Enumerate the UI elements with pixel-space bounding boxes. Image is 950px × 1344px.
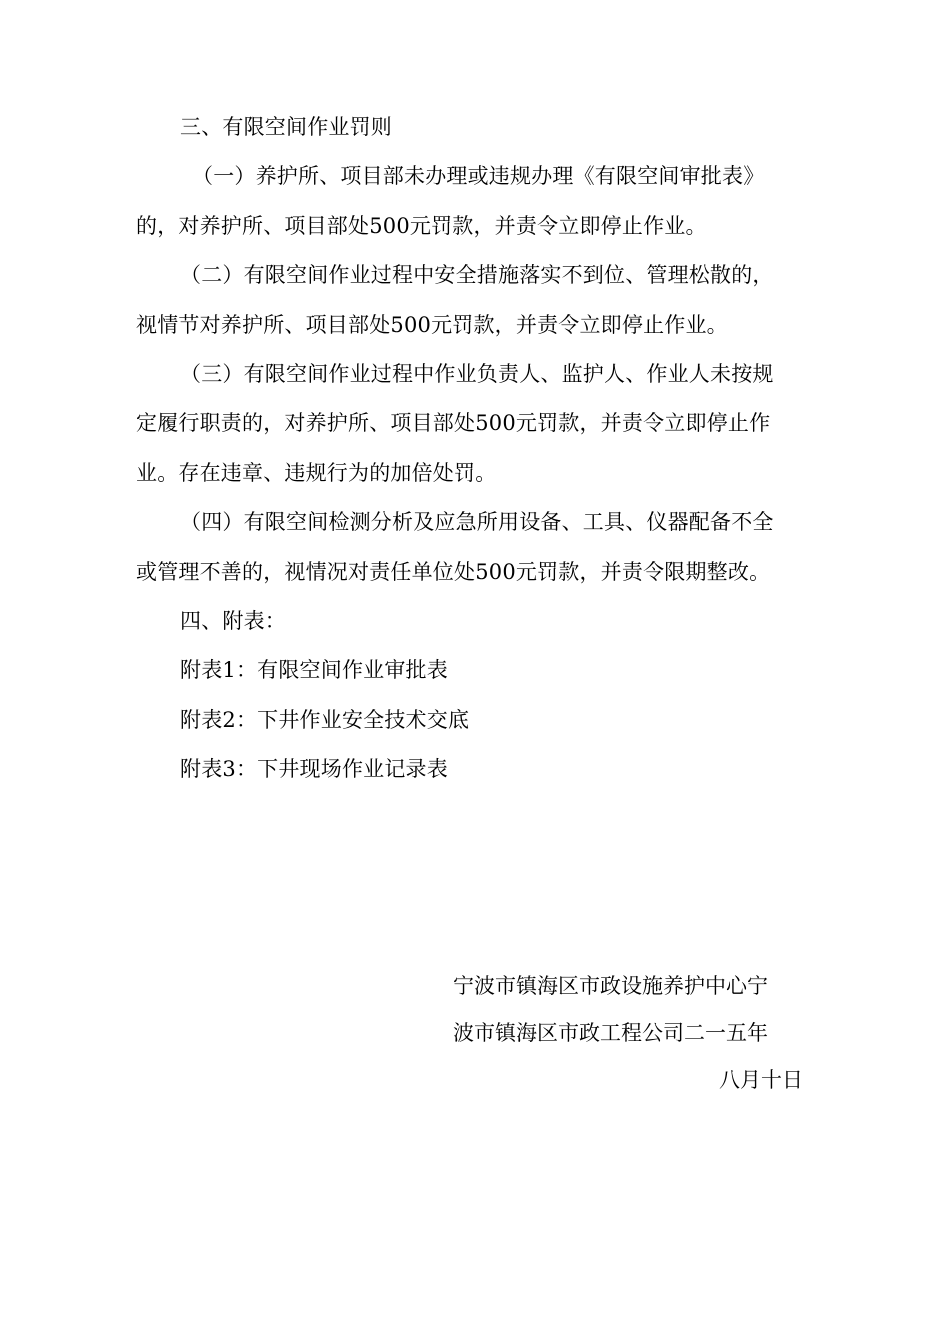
attachment-item-3: 附表3：下井现场作业记录表: [180, 757, 448, 782]
penalty-item-1-line-1: （一）养护所、项目部未办理或违规办理《有限空间审批表》: [192, 164, 765, 189]
section-3-heading: 三、有限空间作业罚则: [180, 115, 392, 139]
penalty-item-2-line-1: （二）有限空间作业过程中安全措施落实不到位、管理松散的，: [180, 263, 774, 288]
signature-line-2: 波市镇海区市政工程公司二一五年: [453, 1021, 768, 1045]
signature-line-1: 宁波市镇海区市政设施养护中心宁: [453, 974, 768, 998]
penalty-item-1-line-2: 的，对养护所、项目部处500元罚款，并责令立即停止作业。: [136, 213, 707, 238]
penalty-item-3-line-1: （三）有限空间作业过程中作业负责人、监护人、作业人未按规: [180, 361, 774, 386]
attachment-item-2: 附表2：下井作业安全技术交底: [180, 707, 470, 732]
penalty-item-4-line-2: 或管理不善的，视情况对责任单位处500元罚款，并责令限期整改。: [136, 559, 771, 584]
signature-date: 八月十日: [719, 1068, 803, 1092]
section-4-heading: 四、附表：: [180, 608, 286, 633]
penalty-item-3-line-3: 业。存在违章、违规行为的加倍处罚。: [136, 460, 497, 485]
document-body: [136, 103, 806, 794]
attachment-item-1: 附表1：有限空间作业审批表: [180, 658, 448, 683]
penalty-item-3-line-2: 定履行职责的，对养护所、项目部处500元罚款，并责令立即停止作: [136, 411, 771, 436]
signature-block: [453, 963, 805, 1104]
penalty-item-2-line-2: 视情节对养护所、项目部处500元罚款，并责令立即停止作业。: [136, 312, 728, 337]
penalty-item-4-line-1: （四）有限空间检测分析及应急所用设备、工具、仪器配备不全: [180, 510, 774, 535]
